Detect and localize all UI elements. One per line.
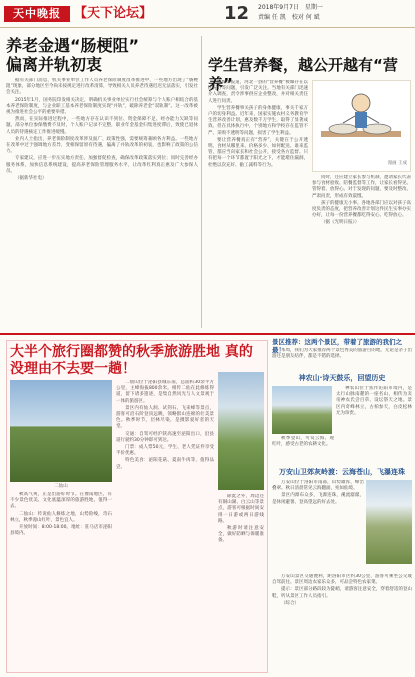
article-right-column-1: 据媒体报道，河北一县的“营养餐”被曝存在以次充好等问题，引发广泛关注。当地有关部门迅速介入调查，责令涉事供应企业整改，并对相关责任人进行问责。 学生营养餐事关孩子的身体健康，事关千家万户的切身利益。近年来，国家实施农村义务教育学生营养改善计划，惠及数千万学生，取得了显著成效。但在具体执行中，个别地方和学校存在监管不严、采购不透明等问题，损害了学生利益。 要让营养餐真正有“营养”，关键在于公开透明。食材从哪里来、价格多少、如何配送、谁来监管，都应当向家长和社会公开，接受各方监督。只有把每一个环节都置于阳光之下，才能堵住漏洞，杜绝以次充好、偷工减料等行为。 (208, 80, 308, 168)
page-header (0, 0, 415, 28)
article-right-column-2: 同时，还应建立家长参与机制，邀请家长代表参与食材验收、陪餐监督等工作，让家长看得见、管得着、放得心。对于发现的问题，要及时整改、严肃问责，形成有效震慑。 孩子的健康无小事。各地各部门应以对孩子高度负责的态度，把营养改善计划这件民生实事办实办好，让每一份营养餐都吃得安心、吃得放心。 （据《光明日报》） (312, 175, 411, 226)
feature-column-2: 二仙山位于泌阳县城东南，总面积30余平方公里，主峰海拔800余米。相传二仙在此修炼得道，留下诸多遗迹，是集自然风光与人文景观于一体的旅游区。 景区内有仙人洞、试剑石、飞来峰等景点，游客可沿石阶登顶远眺，领略群山连绵的壮美景色。秋季时节，层林尽染，是摄影爱好者的天堂。 交通：自驾可经沪陕高速至泌阳出口，沿县道行驶约30分钟即可到达。 门票：成人票50元，学生、老人凭证件享受半价优惠。 特色美食：泌阳花菇、夏南牛肉等，值得品尝。 (116, 380, 214, 470)
page-number: 12 (224, 3, 250, 24)
sidebar-subhead-wanan: 万安山卫郊灰岭渡：云海苍山，飞瀑连珠 (279, 468, 405, 476)
dateline: 2018年9月7日 星期一 (258, 4, 323, 11)
sidebar-intro: 本周，我们为大家推荐两个景色秀美的旅游目的地，无论是亲子出游还是朋友结伴，都是不错的选择。 (272, 348, 412, 360)
article-left-headline: 养老金遇“肠梗阻” 偏离并轨初衷 (6, 36, 140, 74)
cartoon-illustration (312, 80, 411, 172)
sidebar-headline: 景区推荐：这两个景区，带着了旅游的我们之最！ (272, 338, 402, 354)
newspaper-logo: 天中晚报 (4, 6, 70, 22)
feature-column-1: 秋高气爽，正是出游好时节。在豫南地区，有不少景色优美、文化底蕴深厚的旅游胜地，值得一去。 二仙山：传说仙人修炼之地，山势险峻，奇石林立，秋季漫山红叶，景色宜人。 开放时间：8:00-18:00。地址：驻马店市泌阳县境内。 (10, 492, 112, 537)
article-right-headline: 学生营养餐，越公开越有“营养” (208, 56, 398, 93)
feature-headline: 大半个旅行圈都赞的秋季旅游胜地 真的没理由不去要一趟！ (10, 344, 253, 377)
sidebar-shennong-text-2: 秋季登山，可赏云海、观红叶，感受古老的农耕文化。 (272, 436, 334, 448)
section-title: 【天下论坛】 (74, 6, 153, 21)
column-divider (201, 36, 202, 328)
scenic-photo (218, 372, 264, 490)
shennong-mountain-photo (272, 386, 332, 434)
cartoon-caption: 漫画 王成 (387, 161, 407, 166)
sidebar-shennong-text: 神农山位于焦作沁阳市境内，是太行山脉南麓的一座名山，相传为炎帝神农氏尝百草、设坛祭天之地。景区内奇峰林立，古柏参天，白皮松林尤为珍贵。 (336, 386, 412, 416)
photo-caption: 二仙山 (54, 484, 68, 489)
sidebar-travel-tips: 万安山景区交通便利，距洛阳市区约30公里，游客可乘坐公交或自驾前往。景区周边农家乐众多，可品尝特色农家菜。 提示：景区部分路段较为陡峭，请游客注意安全，穿着舒适的登山鞋，听从景区工作人员指引。 （综合） (272, 574, 412, 606)
sidebar-wanan-text: 万安山位于洛阳市南部，山势雄浑，峰峦叠翠。秋日清晨常见云海翻涌，宛如仙境。 景区内瀑布众多，飞瀑连珠，溪流潺潺，是休闲避暑、登高望远的好去处。 (272, 480, 364, 505)
cartoon-drawing-icon (313, 81, 410, 159)
sidebar-subhead-shennong: 神农山·诗天鼓乐，回望历史 (298, 374, 386, 382)
wanan-mountain-photo (366, 480, 412, 564)
feature-column-3: 除此之外，周边还有铜山湖、白云山等景点，游客可根据时间安排一日游或两日游线路。 秋游时请注意安全，做好防晒与保暖准备。 (218, 494, 264, 544)
article-left-body: 据有关部门消息，机关事业单位工作人员养老保险制度改革推进中，一些地方出现了“肠梗阻”现象，部分地区至今尚未按规定进行改革清算，导致相关人员养老待遇迟迟无法落实，引发社会关注。 2015年1月，国务院印发相关决定，明确机关事业单位实行社会统筹与个人账户相结合的基本养老保险制度，与企业职工基本养老保险制度实现“并轨”，破除养老金“双轨制”。这一改革被视为推进社会公平的重要举措。 然而，在实际推进过程中，一些地方存在认识不到位、资金保障不足、经办能力欠缺等问题。部分单位参保缴费不及时，个人账户记录不完整，职业年金基金归集进度滞后，致使已退休人员的待遇核定工作推进缓慢。 业内人士指出，养老保险制度改革涉及面广、政策性强，需要统筹兼顾各方利益。一些地方在改革中过于强调地方差异，变相保留原有待遇，偏离了并轨改革的初衷，也影响了政策的公信力。 专家建议，应进一步压实地方责任，加强督促检查，确保改革政策落实到位；同时完善经办服务体系，加快信息系统建设，提高养老保险管理服务水平，让改革红利真正惠及广大参保人员。 （据新华社电） (6, 78, 198, 182)
mountain-photo (10, 380, 112, 482)
editor-credits: 责编 任 凯 校对 何 斌 (258, 14, 320, 21)
section-divider (0, 333, 415, 335)
